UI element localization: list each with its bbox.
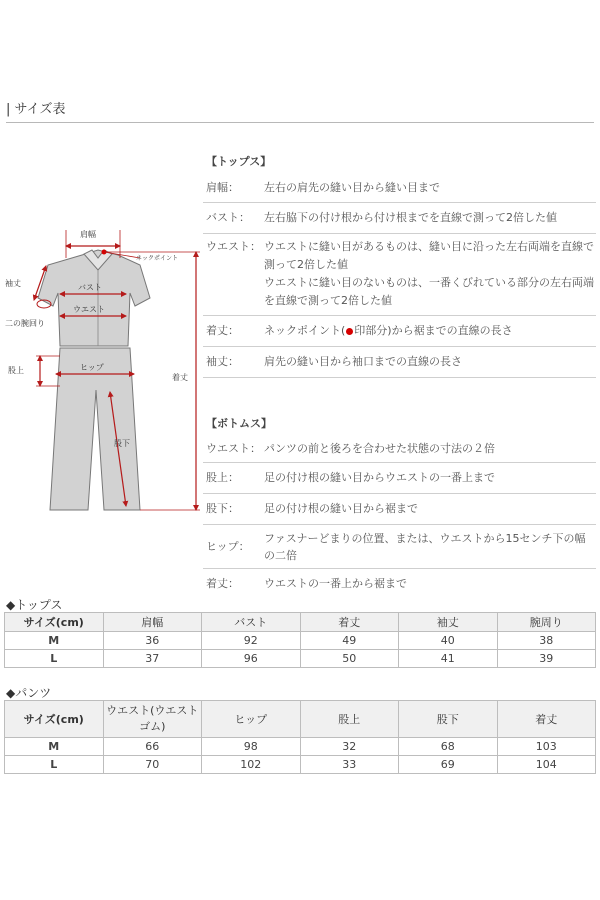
red-dot-icon xyxy=(346,328,353,335)
column-header: 着丈 xyxy=(300,613,399,632)
column-header: ヒップ xyxy=(202,701,301,738)
table-row xyxy=(5,650,596,668)
def-term: 肩幅： xyxy=(206,181,239,194)
def-term: 袖丈： xyxy=(206,355,239,368)
table-cell: 103 xyxy=(497,738,596,756)
table-row xyxy=(5,756,596,774)
def-row xyxy=(203,463,596,494)
table-cell: 49 xyxy=(300,632,399,650)
tops-table-title: ◆トップス xyxy=(6,598,63,612)
label-inseam: 股下 xyxy=(114,439,130,448)
table-cell: 70 xyxy=(103,756,202,774)
def-desc: 肩先の縫い目から袖口までの直線の長さ xyxy=(264,355,462,368)
table-cell: 69 xyxy=(399,756,498,774)
def-desc: 足の付け根の縫い目からウエストの一番上まで xyxy=(264,471,495,484)
label-waist: ウエスト xyxy=(73,305,105,314)
tops-size-table xyxy=(4,612,596,668)
label-hip: ヒップ xyxy=(80,363,104,372)
def-row xyxy=(203,203,596,234)
garment-diagram xyxy=(0,210,210,530)
def-desc-part: 印部分)から裾までの直線の長さ xyxy=(354,324,513,337)
column-header: サイズ(cm) xyxy=(5,701,104,738)
table-cell: 36 xyxy=(103,632,202,650)
pants-size-table xyxy=(4,700,596,774)
def-desc: 左右の肩先の縫い目から縫い目まで xyxy=(264,181,440,194)
table-cell: 40 xyxy=(399,632,498,650)
def-term: ウエスト： xyxy=(206,240,261,253)
title-divider xyxy=(6,122,594,123)
table-cell: 37 xyxy=(103,650,202,668)
def-term: 着丈： xyxy=(206,577,239,590)
def-row xyxy=(203,569,596,599)
page-title: | サイズ表 xyxy=(6,102,66,117)
def-term: 着丈： xyxy=(206,324,239,337)
table-row xyxy=(5,738,596,756)
bottoms-definitions-heading: 【ボトムス】 xyxy=(206,417,272,430)
label-rise: 股上 xyxy=(8,366,24,375)
table-cell: 102 xyxy=(202,756,301,774)
def-row xyxy=(203,347,596,378)
def-desc: ウエストの一番上から裾まで xyxy=(264,577,407,590)
tops-definitions-heading: 【トップス】 xyxy=(206,155,272,168)
table-cell: 50 xyxy=(300,650,399,668)
table-header-row xyxy=(5,701,596,738)
table-cell: 68 xyxy=(399,738,498,756)
def-desc: 足の付け根の縫い目から裾まで xyxy=(264,502,418,515)
def-desc: ウエストに縫い目があるものは、縫い目に沿った左右両端を直線で測って2倍した値 xyxy=(264,240,594,271)
def-row xyxy=(203,525,596,569)
label-length: 着丈 xyxy=(172,373,188,382)
table-cell: 96 xyxy=(202,650,301,668)
label-neck-point: ネックポイント xyxy=(136,255,179,262)
def-row xyxy=(203,234,596,316)
column-header: 股上 xyxy=(300,701,399,738)
column-header: ウエスト(ウエストゴム) xyxy=(103,701,202,738)
column-header: 肩幅 xyxy=(103,613,202,632)
def-desc: 左右脇下の付け根から付け根までを直線で測って2倍した値 xyxy=(264,211,557,224)
def-row xyxy=(203,494,596,525)
table-cell: 32 xyxy=(300,738,399,756)
def-desc: パンツの前と後ろを合わせた状態の寸法の２倍 xyxy=(264,442,495,455)
table-cell: M xyxy=(5,738,104,756)
def-term: バスト： xyxy=(206,211,250,224)
measurement-definitions xyxy=(203,150,596,599)
pants-shape xyxy=(50,348,140,510)
table-cell: 104 xyxy=(497,756,596,774)
table-row xyxy=(5,632,596,650)
column-header: 腕周り xyxy=(497,613,596,632)
def-term: 股下： xyxy=(206,502,239,515)
pants-table-title: ◆パンツ xyxy=(6,686,52,700)
table-cell: 33 xyxy=(300,756,399,774)
table-cell: 38 xyxy=(497,632,596,650)
def-term: 股上： xyxy=(206,471,239,484)
table-cell: M xyxy=(5,632,104,650)
def-desc: ファスナーどまりの位置、または、ウエストから15センチ下の幅の二倍 xyxy=(264,532,586,562)
table-cell: 66 xyxy=(103,738,202,756)
label-arm: 二の腕回り xyxy=(5,319,45,328)
def-row xyxy=(203,436,596,463)
table-header-row xyxy=(5,613,596,632)
table-cell: 41 xyxy=(399,650,498,668)
def-term: ウエスト： xyxy=(206,442,261,455)
def-desc: ウエストに縫い目のないものは、一番くびれている部分の左右両端を直線で測って2倍した値 xyxy=(264,276,594,307)
column-header: サイズ(cm) xyxy=(5,613,104,632)
label-sleeve: 袖丈 xyxy=(5,279,21,288)
label-bust: バスト xyxy=(78,283,102,292)
column-header: バスト xyxy=(202,613,301,632)
table-cell: 98 xyxy=(202,738,301,756)
column-header: 袖丈 xyxy=(399,613,498,632)
table-cell: L xyxy=(5,756,104,774)
table-cell: 92 xyxy=(202,632,301,650)
def-term: ヒップ： xyxy=(206,540,250,553)
def-row xyxy=(203,174,596,203)
def-row xyxy=(203,316,596,347)
def-desc-part: ネックポイント( xyxy=(264,324,346,337)
table-cell: 39 xyxy=(497,650,596,668)
column-header: 股下 xyxy=(399,701,498,738)
table-cell: L xyxy=(5,650,104,668)
label-shoulder: 肩幅 xyxy=(80,230,96,239)
column-header: 着丈 xyxy=(497,701,596,738)
